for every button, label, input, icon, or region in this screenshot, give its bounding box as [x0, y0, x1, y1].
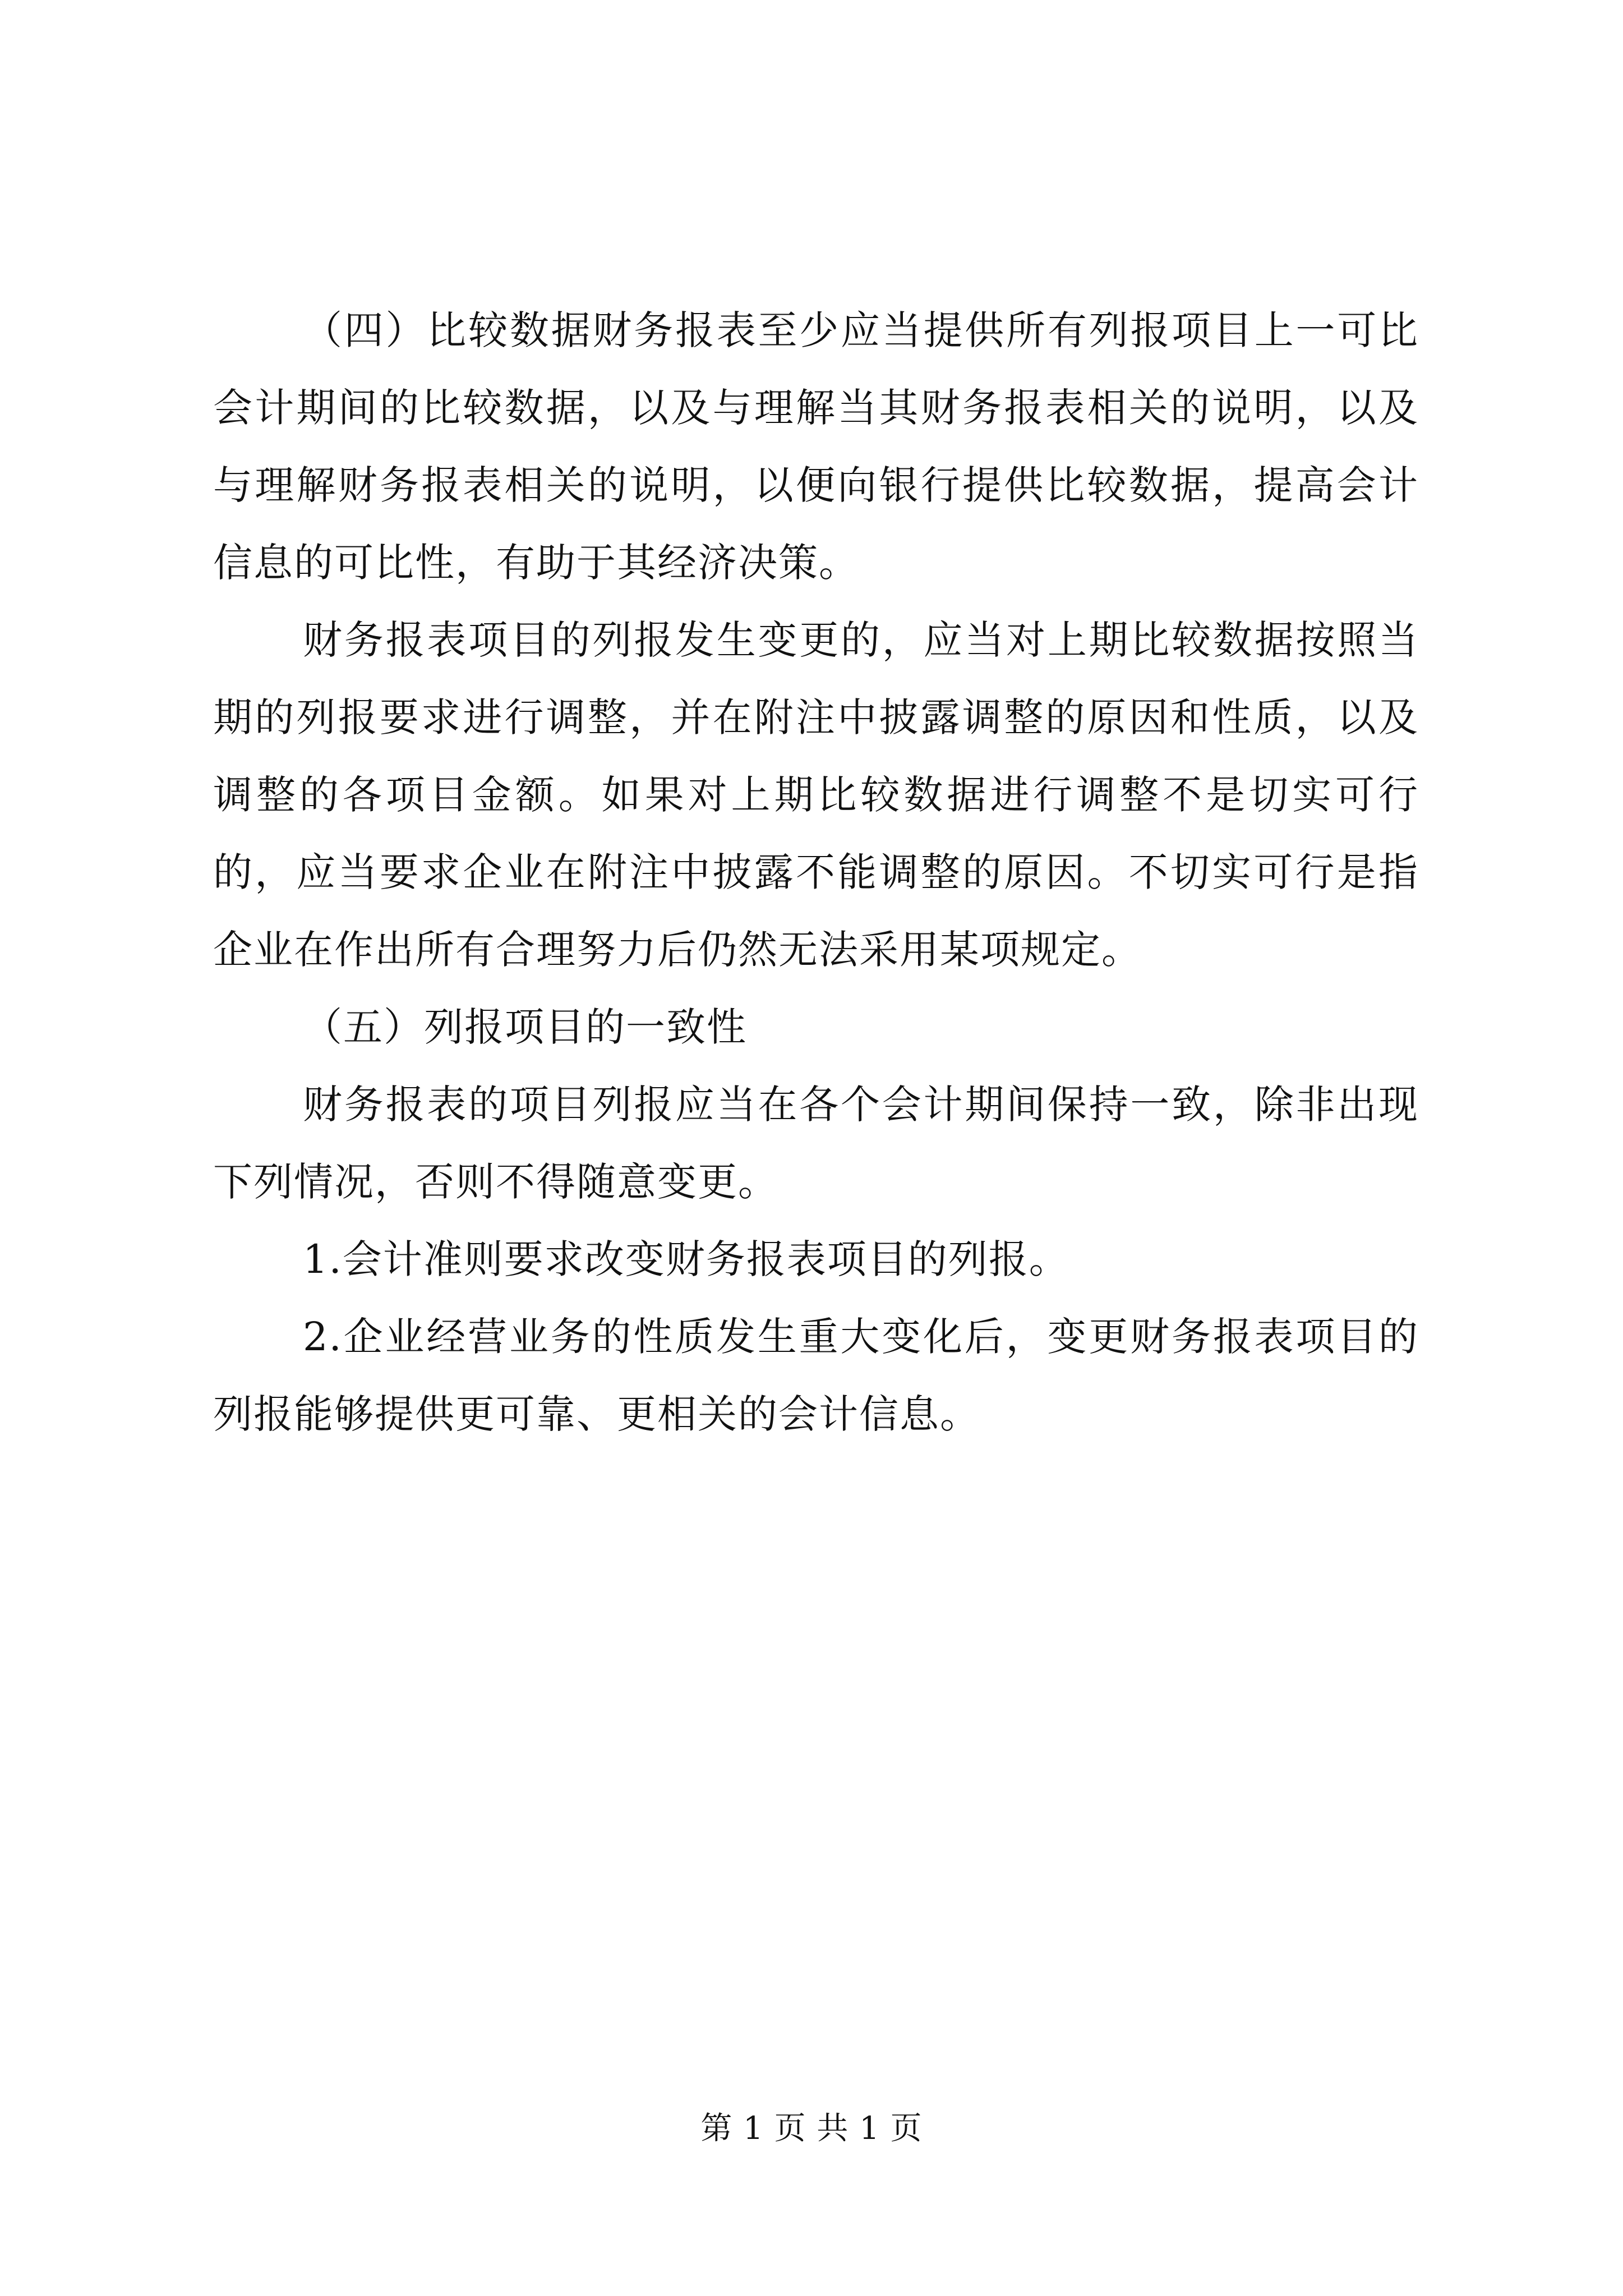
list-item-1: 1.会计准则要求改变财务报表项目的列报。 — [303, 1236, 1069, 1282]
document-body — [213, 292, 1419, 1453]
list-item-2: 2.企业经营业务的性质发生重大变化后，变更财务报表项目的列报能够提供更可靠、更相关的会计信息。 — [213, 1314, 1419, 1437]
paragraph-presentation-change: 财务报表项目的列报发生变更的，应当对上期比较数据按照当期的列报要求进行调整，并在附注中披露调整的原因和性质，以及调整的各项目金额。如果对上期比较数据进行调整不是切实可行的，应当要求企业在附注中披露不能调整的原因。不切实可行是指企业在作出所有合理努力后仍然无法采用某项规定。 — [213, 617, 1419, 973]
page-number-footer: 第 1 页 共 1 页 — [700, 2110, 923, 2147]
paragraph-consistency: 财务报表的项目列报应当在各个会计期间保持一致，除非出现下列情况，否则不得随意变更。 — [213, 1082, 1419, 1205]
section-heading-consistency: （五）列报项目的一致性 — [303, 1004, 747, 1050]
paragraph-comparative-data: （四）比较数据财务报表至少应当提供所有列报项目上一可比会计期间的比较数据，以及与理解当其财务报表相关的说明，以及与理解财务报表相关的说明，以便向银行提供比较数据，提高会计信息的可比性，有助于其经济决策。 — [213, 307, 1419, 586]
